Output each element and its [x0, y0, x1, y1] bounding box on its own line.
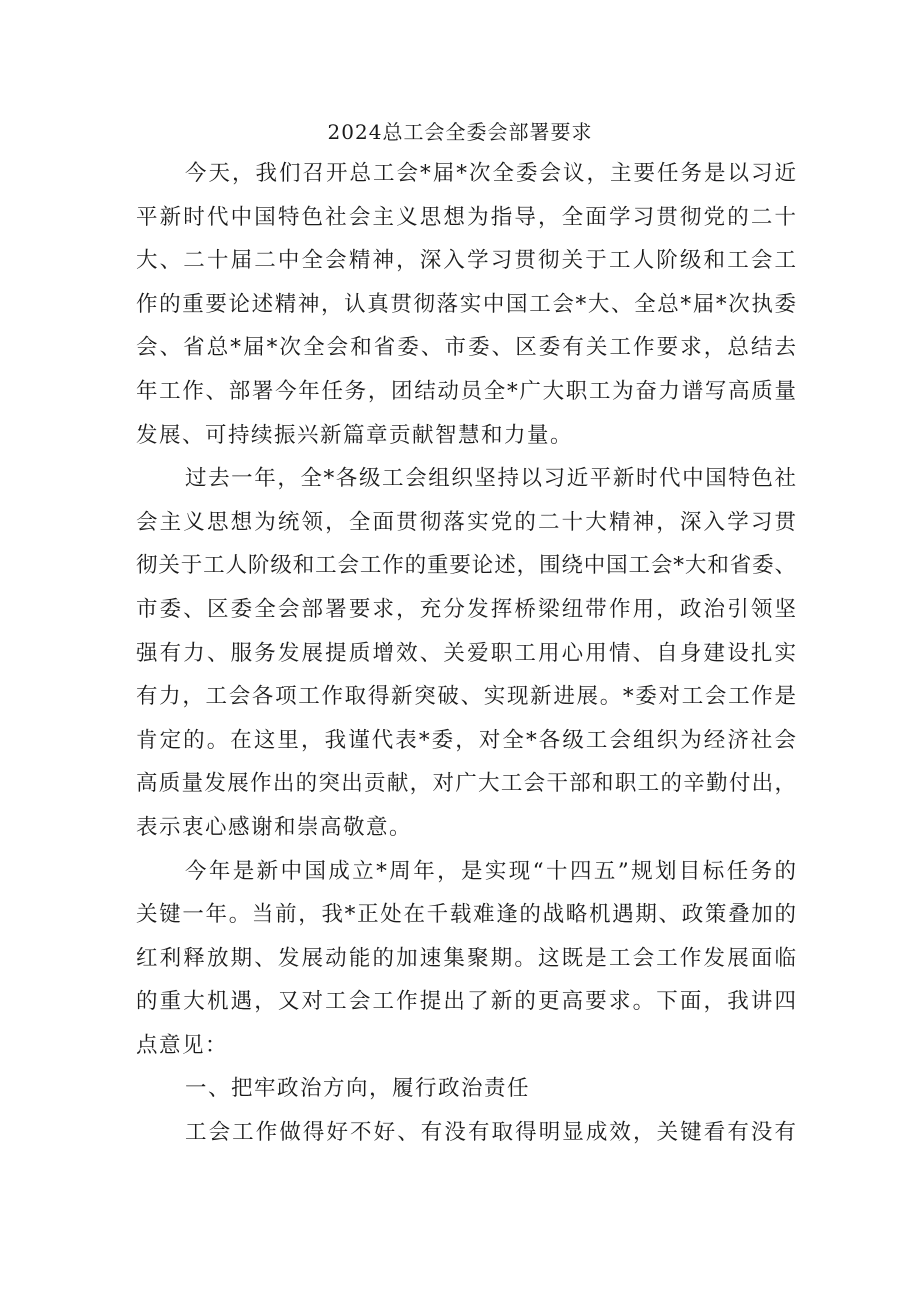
paragraph-line: 市委、区委全会部署要求，充分发挥桥梁纽带作用，政治引领坚: [136, 596, 796, 622]
paragraph-line: 过去一年，全*各级工会组织坚持以习近平新时代中国特色社: [185, 466, 796, 492]
paragraph-line: 作的重要论述精神，认真贯彻落实中国工会*大、全总*届*次执委: [136, 291, 796, 317]
document-title: 2024总工会全委会部署要求: [327, 120, 593, 144]
paragraph-line: 发展、可持续振兴新篇章贡献智慧和力量。: [136, 422, 574, 448]
paragraph-line: 工会工作做得好不好、有没有取得明显成效，关键看有没有: [185, 1120, 796, 1146]
paragraph-line: 平新时代中国特色社会主义思想为指导，全面学习贯彻党的二十: [136, 204, 796, 230]
paragraph-line: 强有力、服务发展提质增效、关爱职工用心用情、自身建设扎实: [136, 640, 796, 666]
paragraph-line: 红利释放期、发展动能的加速集聚期。这既是工会工作发展面临: [136, 945, 796, 971]
paragraph-line: 有力，工会各项工作取得新突破、实现新进展。*委对工会工作是: [136, 684, 796, 710]
paragraph-line: 今天，我们召开总工会*届*次全委会议，主要任务是以习近: [185, 161, 796, 186]
paragraph-line: 表示衷心感谢和崇高敬意。: [136, 814, 413, 840]
paragraph-line: 肯定的。在这里，我谨代表*委，对全*各级工会组织为经济社会: [136, 727, 796, 753]
paragraph-line: 会主义思想为统领，全面贯彻落实党的二十大精神，深入学习贯: [136, 509, 796, 535]
paragraph-line: 大、二十届二中全会精神，深入学习贯彻关于工人阶级和工会工: [136, 248, 796, 274]
paragraph-line: 年工作、部署今年任务，团结动员全*广大职工为奋力谱写高质量: [136, 378, 796, 404]
section-heading: 一、把牢政治方向，履行政治责任: [185, 1076, 531, 1102]
paragraph-line: 点意见：: [136, 1032, 229, 1058]
paragraph-line: 彻关于工人阶级和工会工作的重要论述，围绕中国工会*大和省委、: [136, 553, 796, 579]
document-body: [136, 152, 796, 1155]
paragraph-line: 关键一年。当前，我*正处在千载难逢的战略机遇期、政策叠加的: [136, 902, 796, 928]
paragraph-line: 今年是新中国成立*周年，是实现“十四五”规划目标任务的: [185, 858, 796, 884]
paragraph-line: 高质量发展作出的突出贡献，对广大工会干部和职工的辛勤付出，: [136, 771, 796, 797]
paragraph-line: 会、省总*届*次全会和省委、市委、区委有关工作要求，总结去: [136, 335, 796, 361]
paragraph-line: 的重大机遇，又对工会工作提出了新的更高要求。下面，我讲四: [136, 989, 796, 1015]
